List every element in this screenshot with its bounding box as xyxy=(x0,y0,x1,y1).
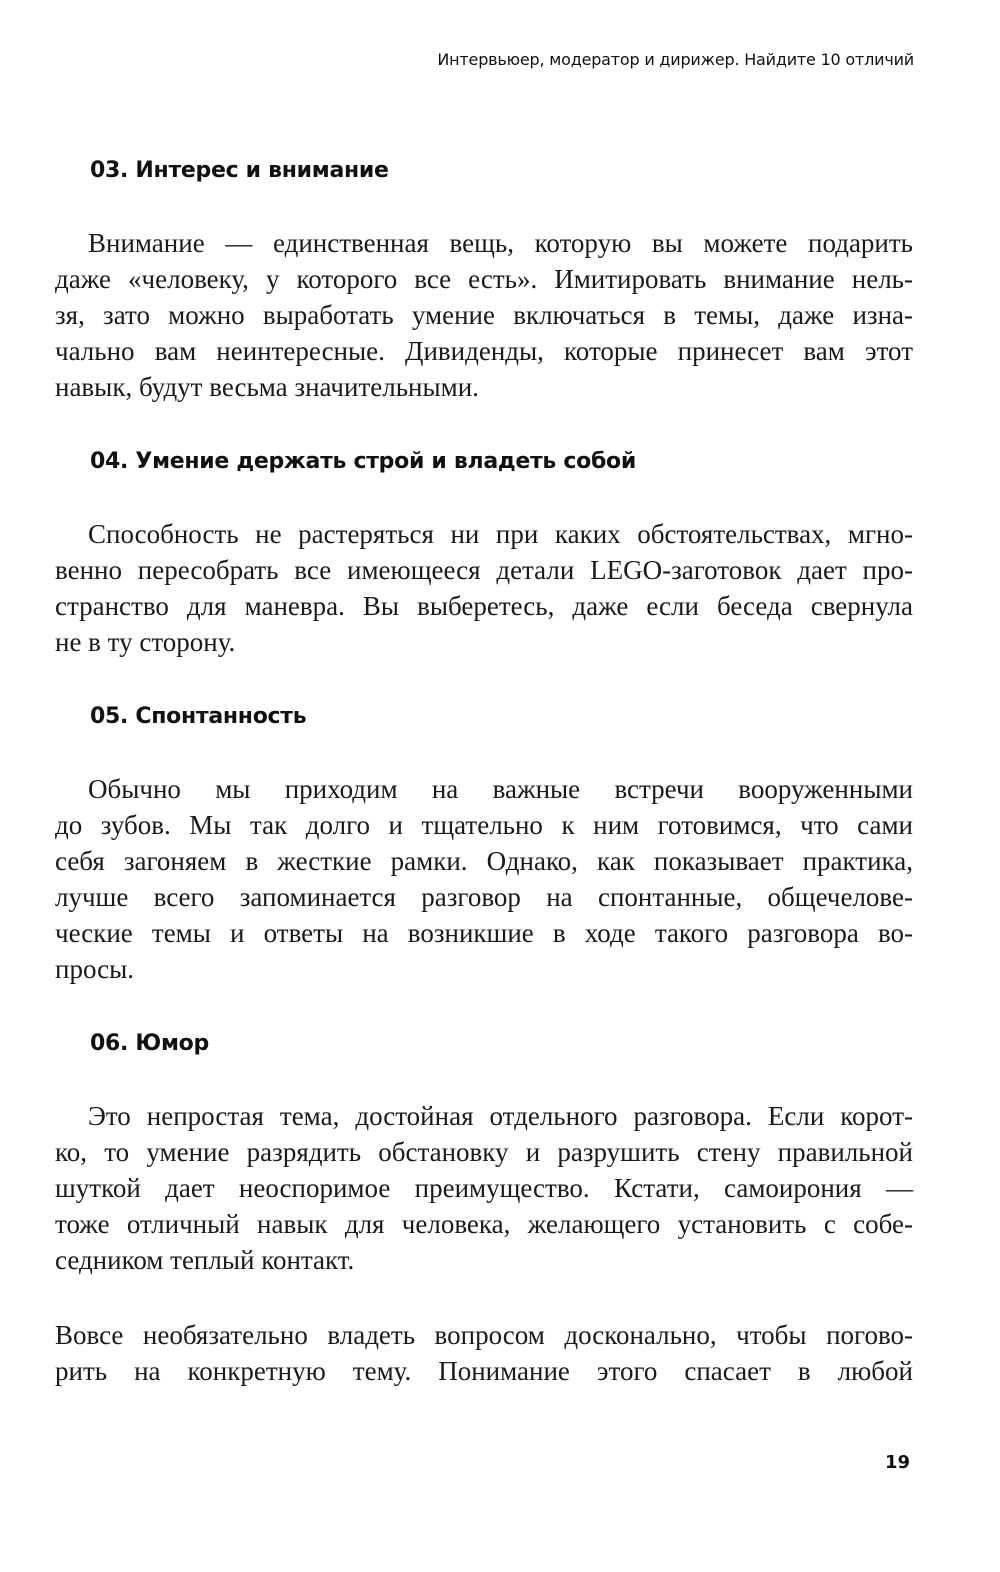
text-line: Внимание — единственная вещь, которую вы можете подарить xyxy=(88,228,913,258)
text-line: зя, зато можно выработать умение включаться в темы, даже изна- xyxy=(55,300,913,330)
text-line: шуткой дает неоспоримое преимущество. Кстати, самоирония — xyxy=(55,1173,913,1203)
text-line: венно пересобрать все имеющееся детали LEGO-заготовок дает про- xyxy=(55,555,913,585)
text-line: не в ту сторону. xyxy=(55,627,236,657)
section-heading: 04. Умение держать строй и владеть собой xyxy=(90,449,636,474)
text-line: просы. xyxy=(55,954,134,984)
text-line: навык, будут весьма значительными. xyxy=(55,372,479,402)
text-line: ко, то умение разрядить обстановку и разрушить стену правильной xyxy=(55,1137,913,1167)
text-line: Способность не растеряться ни при каких обстоятельствах, мгно- xyxy=(88,519,913,549)
text-line: ческие темы и ответы на возникшие в ходе такого разговора во- xyxy=(55,918,913,948)
text-line: даже «человеку, у которого все есть». Имитировать внимание нель- xyxy=(55,264,913,294)
running-head: Интервьюер, модератор и дирижер. Найдите 10 отличий xyxy=(437,50,914,69)
text-line: лучше всего запоминается разговор на спонтанные, общечелове- xyxy=(55,882,913,912)
text-line: себя загоняем в жесткие рамки. Однако, как показывает практика, xyxy=(55,846,913,876)
text-line: странство для маневра. Вы выберетесь, даже если беседа свернула xyxy=(55,591,913,621)
text-line: тоже отличный навык для человека, желающего установить с собе- xyxy=(55,1209,913,1239)
section-heading: 05. Спонтанность xyxy=(90,704,307,729)
text-line: до зубов. Мы так долго и тщательно к ним готовимся, что сами xyxy=(55,810,913,840)
section-heading: 03. Интерес и внимание xyxy=(90,158,389,183)
text-line: Обычно мы приходим на важные встречи вооруженными xyxy=(88,774,913,804)
text-line: рить на конкретную тему. Понимание этого спасает в любой xyxy=(55,1356,913,1386)
text-line: Вовсе необязательно владеть вопросом досконально, чтобы погово- xyxy=(55,1320,913,1350)
text-line: чально вам неинтересные. Дивиденды, которые принесет вам этот xyxy=(55,336,913,366)
text-line: Это непростая тема, достойная отдельного разговора. Если корот- xyxy=(88,1101,913,1131)
page-number: 19 xyxy=(884,1452,910,1473)
text-line: седником теплый контакт. xyxy=(55,1245,355,1275)
section-heading: 06. Юмор xyxy=(90,1031,209,1056)
